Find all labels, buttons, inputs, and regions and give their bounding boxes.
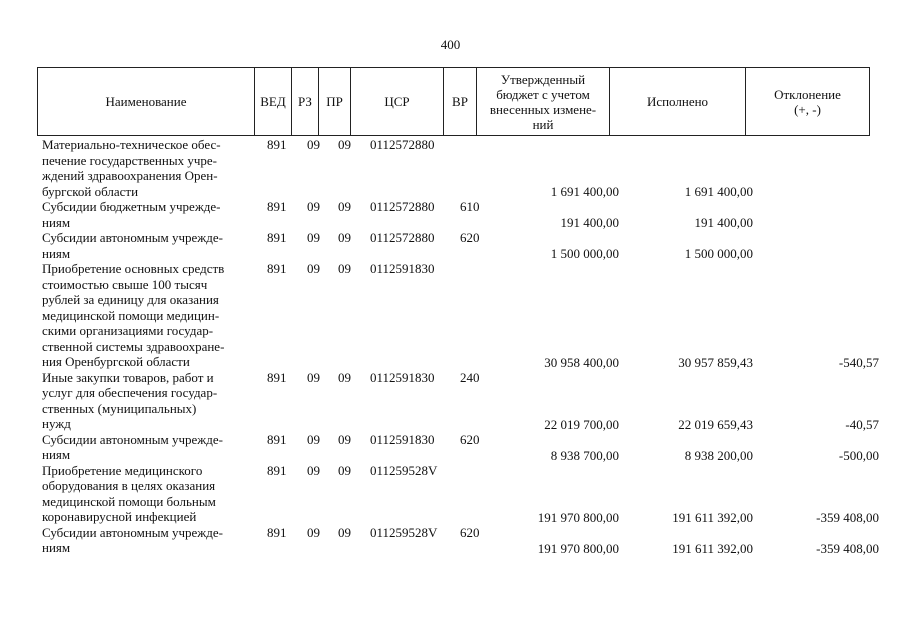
row-name — [42, 463, 250, 525]
row-approved: 1 691 400,00 — [550, 184, 619, 199]
column-header-ved: ВЕД — [255, 68, 292, 136]
row-name-line: ждений здравоохранения Орен- — [42, 168, 218, 183]
row-csr: 011259528V — [370, 524, 438, 540]
row-ved: 891 — [267, 199, 287, 214]
row-deviation: -359 408,00 — [816, 540, 879, 556]
row-ved: 891 — [267, 462, 287, 478]
row-name — [42, 230, 250, 261]
table-row — [37, 432, 885, 463]
row-name-line: Субсидии автономным учрежде- — [42, 431, 223, 447]
row-vr: 620 — [460, 524, 480, 540]
row-vr: 620 — [460, 431, 480, 447]
row-name-line: Иные закупки товаров, работ и — [42, 369, 214, 385]
row-pr: 09 — [338, 261, 351, 276]
page-number: 400 — [440, 37, 461, 52]
row-pr: 09 — [338, 462, 351, 478]
row-ved: 891 — [267, 261, 287, 276]
column-header-approved — [477, 68, 610, 136]
column-header-rz: РЗ — [292, 68, 319, 136]
row-name-line: ниям — [42, 245, 71, 261]
row-rz: 09 — [307, 261, 320, 276]
row-csr: 0112591830 — [370, 261, 435, 276]
row-csr: 0112591830 — [370, 369, 435, 385]
row-rz: 09 — [307, 137, 320, 152]
row-name-line: Субсидии автономным учрежде- — [42, 230, 223, 245]
row-name — [42, 137, 250, 199]
table-row — [37, 230, 885, 261]
table-body — [37, 137, 885, 556]
row-executed: 1 500 000,00 — [684, 246, 753, 261]
row-name-line: Материально-техническое обес- — [42, 137, 221, 152]
row-ved: 891 — [267, 369, 287, 385]
row-rz: 09 — [307, 431, 320, 447]
row-approved: 191 400,00 — [560, 215, 619, 230]
row-pr: 09 — [338, 524, 351, 540]
row-name-line: медицинской помощи медицин- — [42, 307, 220, 323]
table-row — [37, 370, 885, 432]
table-row — [37, 199, 885, 230]
header-line: ний — [532, 116, 554, 132]
row-name — [42, 261, 250, 370]
row-approved: 191 970 800,00 — [537, 540, 619, 556]
row-ved: 891 — [267, 137, 287, 152]
column-header-csr: ЦСР — [351, 68, 444, 136]
column-header-pr: ПР — [319, 68, 351, 136]
row-name-line: оборудования в целях оказания — [42, 478, 216, 493]
table-header — [37, 67, 870, 136]
column-header-name: Наименование — [38, 68, 255, 136]
row-pr: 09 — [338, 137, 351, 152]
table-row — [37, 525, 885, 556]
row-executed: 30 957 859,43 — [678, 354, 753, 370]
row-name-line: Субсидии автономным учрежде- — [42, 524, 223, 540]
row-executed: 191 400,00 — [694, 215, 753, 230]
table-row — [37, 463, 885, 525]
table-row — [37, 137, 885, 199]
row-csr: 011259528V — [370, 462, 438, 478]
row-deviation: -540,57 — [838, 354, 879, 370]
row-name-line: нужд — [42, 416, 71, 431]
row-name-line: ниям — [42, 447, 71, 462]
row-name-line: Приобретение основных средств — [42, 261, 225, 276]
row-name-line: печение государственных учре- — [42, 152, 217, 168]
row-vr: 610 — [460, 199, 480, 214]
row-deviation: -40,57 — [845, 416, 879, 432]
row-csr: 0112572880 — [370, 199, 435, 214]
column-header-executed: Исполнено — [610, 68, 746, 136]
row-name-line: Субсидии бюджетным учрежде- — [42, 199, 221, 214]
row-ved: 891 — [267, 524, 287, 540]
row-rz: 09 — [307, 230, 320, 245]
row-pr: 09 — [338, 199, 351, 214]
row-approved: 191 970 800,00 — [537, 509, 619, 525]
row-name-line: ственной системы здравоохране- — [42, 338, 225, 354]
row-name-line: коронавирусной инфекцией — [42, 509, 197, 524]
column-header-deviation — [746, 68, 870, 136]
row-approved: 1 500 000,00 — [550, 246, 619, 261]
row-pr: 09 — [338, 369, 351, 385]
row-deviation: -500,00 — [838, 447, 879, 463]
row-name-line: ния Оренбургской области — [42, 354, 190, 369]
row-name — [42, 432, 250, 463]
row-rz: 09 — [307, 369, 320, 385]
row-rz: 09 — [307, 524, 320, 540]
row-name-line: рублей за единицу для оказания — [42, 292, 219, 307]
row-csr: 0112591830 — [370, 431, 435, 447]
row-name — [42, 370, 250, 432]
row-name-line: ниям — [42, 540, 71, 555]
row-ved: 891 — [267, 431, 287, 447]
row-csr: 0112572880 — [370, 137, 435, 152]
row-csr: 0112572880 — [370, 230, 435, 245]
row-name-line: Приобретение медицинского — [42, 462, 203, 478]
row-pr: 09 — [338, 431, 351, 447]
row-ved: 891 — [267, 230, 287, 245]
column-header-vr: ВР — [444, 68, 477, 136]
row-approved: 30 958 400,00 — [544, 354, 619, 370]
header-line: Утвержденный — [500, 71, 586, 87]
header-line: (+, -) — [794, 101, 821, 117]
row-executed: 1 691 400,00 — [684, 184, 753, 199]
row-executed: 8 938 200,00 — [684, 447, 753, 463]
row-rz: 09 — [307, 462, 320, 478]
row-name-line: ниям — [42, 214, 71, 230]
row-approved: 22 019 700,00 — [544, 416, 619, 432]
row-deviation: -359 408,00 — [816, 509, 879, 525]
row-name — [42, 525, 250, 556]
row-name-line: скими организациями государ- — [42, 323, 214, 338]
row-name-line: услуг для обеспечения государ- — [42, 385, 218, 400]
row-name-line: бургской области — [42, 183, 139, 199]
row-executed: 191 611 392,00 — [672, 509, 753, 525]
row-name — [42, 199, 250, 230]
header-line: внесенных измене- — [489, 101, 597, 117]
row-name-line: стоимостью свыше 100 тысяч — [42, 276, 208, 292]
row-vr: 620 — [460, 230, 480, 245]
row-name-line: медицинской помощи больным — [42, 493, 216, 509]
row-name-line: ственных (муниципальных) — [42, 400, 197, 416]
row-rz: 09 — [307, 199, 320, 214]
row-executed: 22 019 659,43 — [678, 416, 753, 432]
header-line: бюджет с учетом — [496, 86, 590, 102]
row-vr: 240 — [460, 369, 480, 385]
header-line: Отклонение — [774, 86, 841, 102]
row-pr: 09 — [338, 230, 351, 245]
table-row — [37, 261, 885, 370]
row-approved: 8 938 700,00 — [550, 447, 619, 463]
row-executed: 191 611 392,00 — [672, 540, 753, 556]
